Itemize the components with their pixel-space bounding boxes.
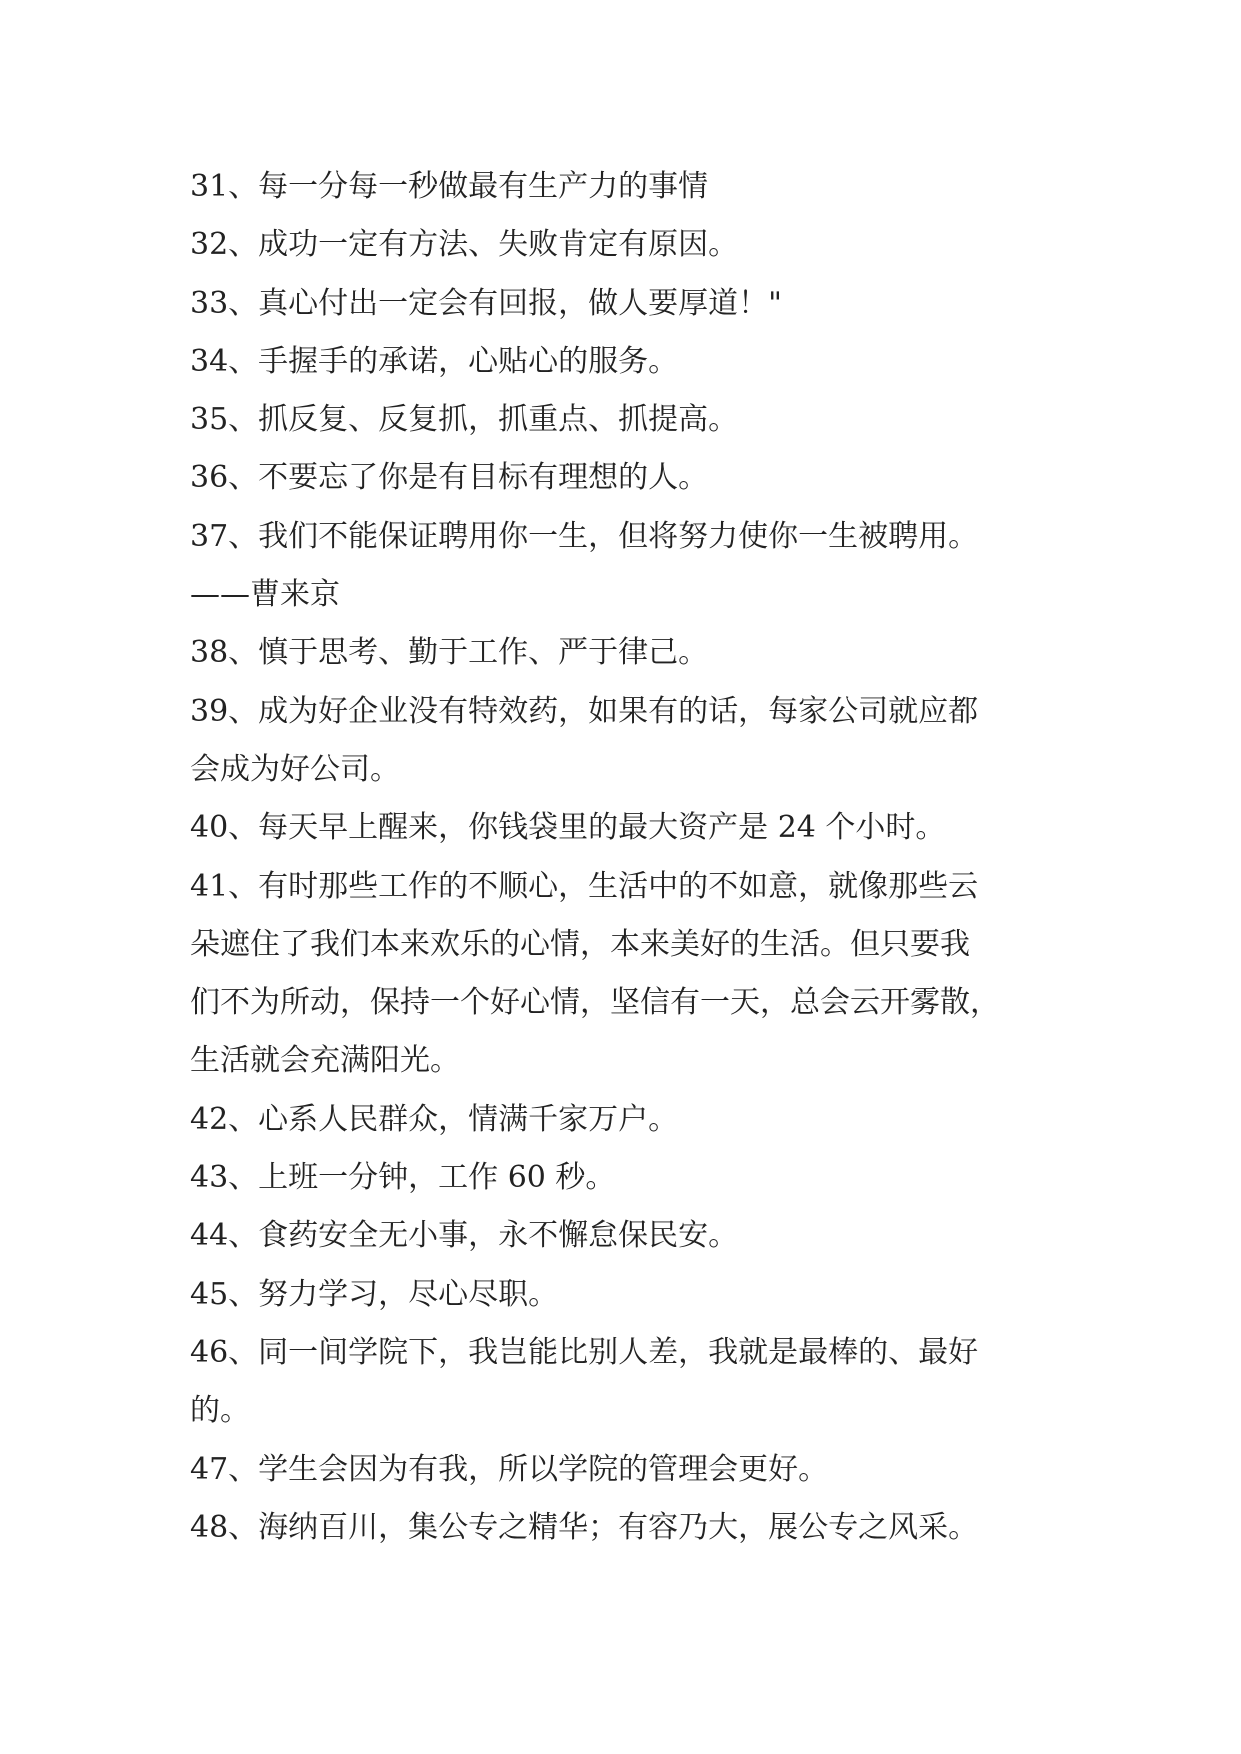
- text-line-32: 32、成功一定有方法、失败肯定有原因。: [190, 227, 739, 263]
- text-line-41-cont-2: 们不为所动，保持一个好心情，坚信有一天，总会云开雾散，: [190, 985, 1000, 1021]
- text-line-33: 33、真心付出一定会有回报，做人要厚道！": [190, 285, 782, 321]
- text-line-39: 39、成为好企业没有特效药，如果有的话，每家公司就应都: [190, 693, 979, 729]
- text-line-41-cont-1: 朵遮住了我们本来欢乐的心情，本来美好的生活。但只要我: [190, 926, 970, 962]
- text-line-37-attribution: ——曹来京: [190, 577, 340, 613]
- text-line-46: 46、同一间学院下，我岂能比别人差，我就是最棒的、最好: [190, 1334, 979, 1370]
- text-line-39-cont: 会成为好公司。: [190, 751, 400, 787]
- text-line-37: 37、我们不能保证聘用你一生，但将努力使你一生被聘用。: [190, 518, 979, 554]
- text-line-38: 38、慎于思考、勤于工作、严于律己。: [190, 635, 709, 671]
- text-line-44: 44、食药安全无小事，永不懈怠保民安。: [190, 1218, 739, 1254]
- text-line-47: 47、学生会因为有我，所以学院的管理会更好。: [190, 1451, 829, 1487]
- text-line-41-cont-3: 生活就会充满阳光。: [190, 1043, 460, 1079]
- text-line-48: 48、海纳百川，集公专之精华；有容乃大，展公专之风采。: [190, 1509, 979, 1545]
- text-line-31: 31、每一分每一秒做最有生产力的事情: [190, 169, 709, 204]
- text-line-35: 35、抓反复、反复抓，抓重点、抓提高。: [190, 402, 739, 438]
- document-body: [190, 158, 1090, 1557]
- text-line-41: 41、有时那些工作的不顺心，生活中的不如意，就像那些云: [190, 868, 979, 904]
- text-line-36: 36、不要忘了你是有目标有理想的人。: [190, 460, 709, 496]
- text-line-46-cont: 的。: [190, 1393, 250, 1429]
- text-line-45: 45、努力学习，尽心尽职。: [190, 1276, 559, 1312]
- text-line-43: 43、上班一分钟，工作 60 秒。: [190, 1160, 616, 1196]
- text-line-40: 40、每天早上醒来，你钱袋里的最大资产是 24 个小时。: [190, 810, 946, 846]
- text-line-42: 42、心系人民群众，情满千家万户。: [190, 1101, 679, 1137]
- text-line-34: 34、手握手的承诺，心贴心的服务。: [190, 343, 679, 379]
